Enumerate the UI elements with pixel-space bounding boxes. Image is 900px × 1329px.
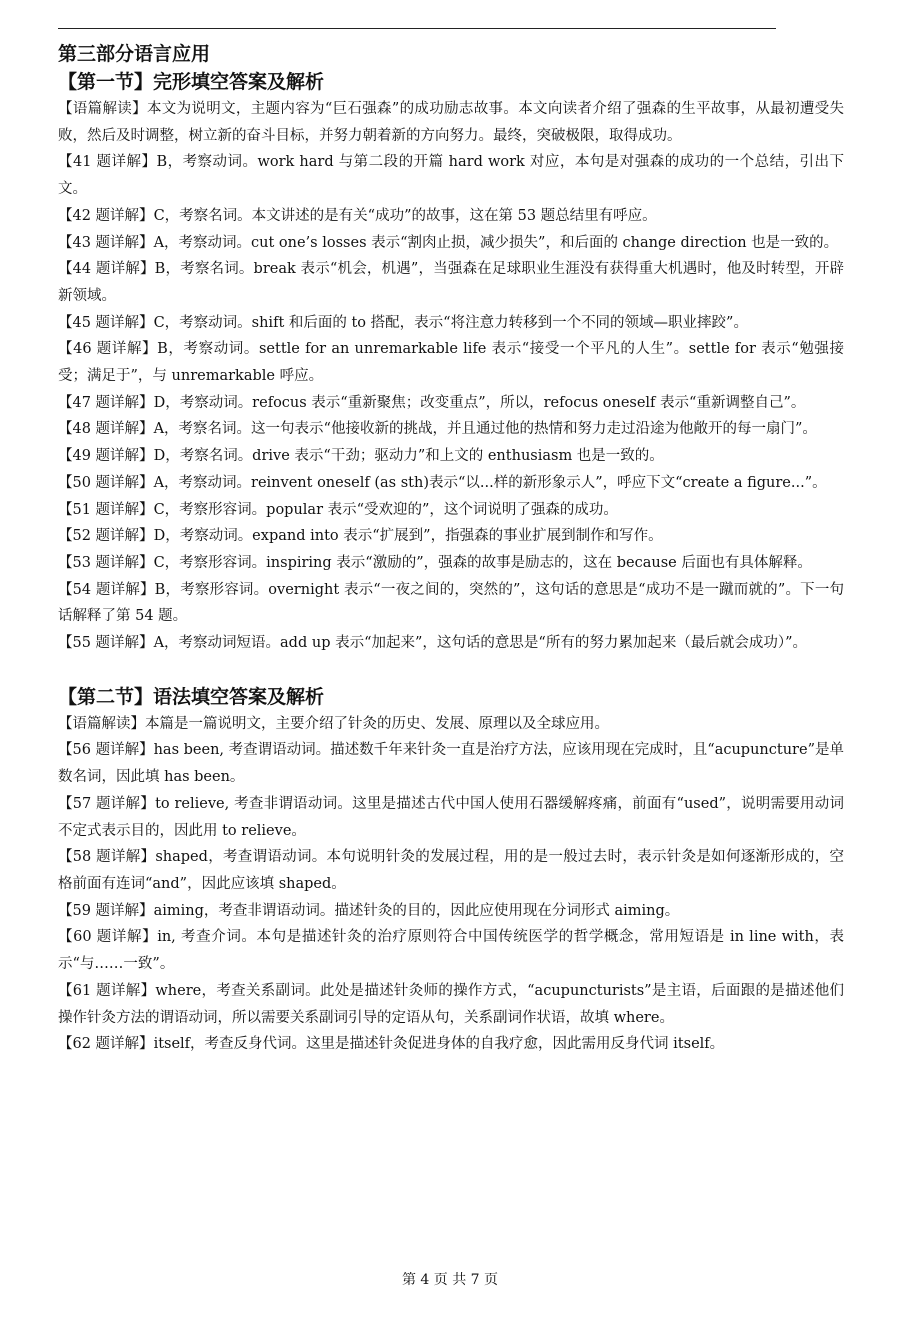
answer-text: C，考察形容词。inspiring 表示“激励的”，强森的故事是励志的，这在 because 后面也有具体解释。 — [153, 554, 812, 571]
answer-tag: 【46 题详解】 — [58, 341, 158, 358]
answer-text: to relieve, 考查非谓语动词。这里是描述古代中国人使用石器缓解疼痛，前面有“used”，说明需要用动词不定式表示目的，因此用 to relieve。 — [58, 795, 844, 839]
answer-tag: 【44 题详解】 — [58, 261, 155, 278]
answer-paragraph — [58, 791, 844, 844]
answer-text: B，考察动词。work hard 与第二段的开篇 hard work 对应，本句是对强森的成功的一个总结，引出下文。 — [58, 154, 845, 198]
answer-paragraph — [58, 443, 844, 470]
answer-text: itself，考查反身代词。这里是描述针灸促进身体的自我疗愈，因此需用反身代词 itself。 — [153, 1036, 725, 1053]
answer-paragraph — [58, 230, 844, 257]
answer-paragraph — [58, 390, 844, 417]
answer-paragraph — [58, 149, 844, 202]
answer-tag: 【56 题详解】 — [58, 742, 154, 759]
answer-paragraph — [58, 416, 844, 443]
answer-paragraph — [58, 497, 844, 524]
answer-paragraph — [58, 737, 844, 790]
answer-text: has been, 考查谓语动词。描述数千年来针灸一直是治疗方法，应该用现在完成时，且“acupuncture”是单数名词，因此填 has been。 — [58, 742, 844, 786]
page-content — [58, 40, 844, 1058]
answer-text: B，考察动词。settle for an unremarkable life 表示“接受一个平凡的人生”。settle for 表示“勉强接受；满足于”，与 unremarkable 呼应。 — [58, 341, 845, 385]
answer-paragraph — [58, 978, 844, 1031]
answer-paragraph — [58, 310, 844, 337]
answer-text: C，考察动词。shift 和后面的 to 搭配，表示“将注意力转移到一个不同的领域—职业摔跤”。 — [153, 314, 748, 331]
answer-tag: 【54 题详解】 — [58, 581, 155, 598]
part-title: 第三部分语言应用 — [58, 43, 211, 65]
answer-text: B，考察形容词。overnight 表示“一夜之间的，突然的”，这句话的意思是“成功不是一蹴而就的”。下一句话解释了第 54 题。 — [58, 581, 844, 625]
answer-paragraph — [58, 844, 844, 897]
answer-tag: 【43 题详解】 — [58, 234, 154, 251]
answer-text: aiming，考查非谓语动词。描述针灸的目的，因此应使用现在分词形式 aiming。 — [153, 902, 680, 919]
section-title-cloze: 【第一节】完形填空答案及解析 — [58, 71, 325, 93]
answer-text: shaped，考查谓语动词。本句说明针灸的发展过程，用的是一般过去时，表示针灸是如何逐渐形成的，空格前面有连词“and”，因此应该填 shaped。 — [58, 849, 844, 892]
answer-tag: 【语篇解读】 — [58, 715, 145, 732]
answer-text: where，考查关系副词。此处是描述针灸师的操作方式，“acupuncturists”是主语，后面跟的是描述他们操作针灸方法的谓语动词，所以需要关系副词引导的定语从句，关系副词作状语，故填 where。 — [58, 982, 845, 1026]
answer-tag: 【50 题详解】 — [58, 474, 154, 491]
answer-tag: 【58 题详解】 — [58, 849, 156, 866]
answer-paragraph — [58, 898, 844, 925]
answer-tag: 【52 题详解】 — [58, 528, 154, 545]
answer-text: 本篇是一篇说明文，主要介绍了针灸的历史、发展、原理以及全球应用。 — [145, 715, 609, 732]
answer-paragraph — [58, 336, 844, 389]
answer-paragraph — [58, 924, 844, 977]
section-gap — [58, 657, 844, 683]
answer-tag: 【42 题详解】 — [58, 207, 154, 224]
answer-text: in, 考查介词。本句是描述针灸的治疗原则符合中国传统医学的哲学概念，常用短语是 in line with，表示“与……一致”。 — [58, 929, 845, 973]
answer-text: 本文为说明文，主题内容为“巨石强森”的成功励志故事。本文向读者介绍了强森的生平故事，从最初遭受失败，然后及时调整，树立新的奋斗目标，并努力朝着新的方向努力。最终，突破极限，取得成功。 — [58, 101, 845, 144]
answer-tag: 【语篇解读】 — [58, 101, 147, 117]
answer-paragraph — [58, 550, 844, 577]
answer-paragraph — [58, 577, 844, 630]
grammar-answers — [58, 711, 844, 1058]
answer-text: A，考察动词短语。add up 表示“加起来”，这句话的意思是“所有的努力累加起来（最后就会成功）”。 — [153, 635, 807, 652]
answer-text: A，考察动词。reinvent oneself (as sth)表示“以...样的新形象示人”，呼应下文“create a figure...”。 — [153, 474, 827, 491]
answer-tag: 【53 题详解】 — [58, 554, 154, 571]
page-footer: 第 4 页 共 7 页 — [401, 1272, 499, 1288]
answer-tag: 【57 题详解】 — [58, 795, 156, 812]
answer-tag: 【48 题详解】 — [58, 421, 154, 438]
answer-tag: 【47 题详解】 — [58, 394, 154, 411]
answer-text: B，考察名词。break 表示“机会，机遇”，当强森在足球职业生涯没有获得重大机遇时，他及时转型，开辟新领域。 — [58, 261, 845, 304]
answer-tag: 【51 题详解】 — [58, 501, 154, 518]
answer-text: D，考察名词。drive 表示“干劲；驱动力”和上文的 enthusiasm 也是一致的。 — [153, 448, 664, 465]
answer-text: A，考察动词。cut one’s losses 表示“割肉止损，减少损失”，和后面的 change direction 也是一致的。 — [153, 234, 839, 251]
answer-text: C，考察名词。本文讲述的是有关“成功”的故事，这在第 53 题总结里有呼应。 — [153, 207, 657, 224]
answer-paragraph — [58, 203, 844, 230]
answer-tag: 【45 题详解】 — [58, 314, 154, 331]
answer-tag: 【41 题详解】 — [58, 154, 157, 171]
header-rule — [58, 28, 776, 29]
answer-tag: 【49 题详解】 — [58, 448, 154, 465]
answer-text: C，考察形容词。popular 表示“受欢迎的”，这个词说明了强森的成功。 — [153, 501, 618, 518]
answer-tag: 【60 题详解】 — [58, 929, 158, 946]
answer-text: D，考察动词。refocus 表示“重新聚焦；改变重点”，所以，refocus oneself 表示“重新调整自己”。 — [153, 394, 806, 411]
answer-paragraph — [58, 523, 844, 550]
answer-tag: 【61 题详解】 — [58, 982, 156, 999]
cloze-answers — [58, 96, 844, 657]
answer-tag: 【59 题详解】 — [58, 902, 154, 919]
answer-text: D，考察动词。expand into 表示“扩展到”，指强森的事业扩展到制作和写作。 — [153, 528, 663, 545]
section-title-grammar: 【第二节】语法填空答案及解析 — [58, 685, 325, 708]
answer-text: A，考察名词。这一句表示“他接收新的挑战，并且通过他的热情和努力走过沿途为他敞开的每一扇门”。 — [153, 421, 817, 438]
answer-paragraph — [58, 96, 844, 149]
answer-tag: 【62 题详解】 — [58, 1036, 154, 1053]
answer-paragraph — [58, 470, 844, 497]
answer-paragraph — [58, 256, 844, 309]
answer-paragraph — [58, 630, 844, 657]
answer-paragraph — [58, 711, 844, 738]
answer-tag: 【55 题详解】 — [58, 635, 154, 652]
answer-paragraph — [58, 1031, 844, 1058]
